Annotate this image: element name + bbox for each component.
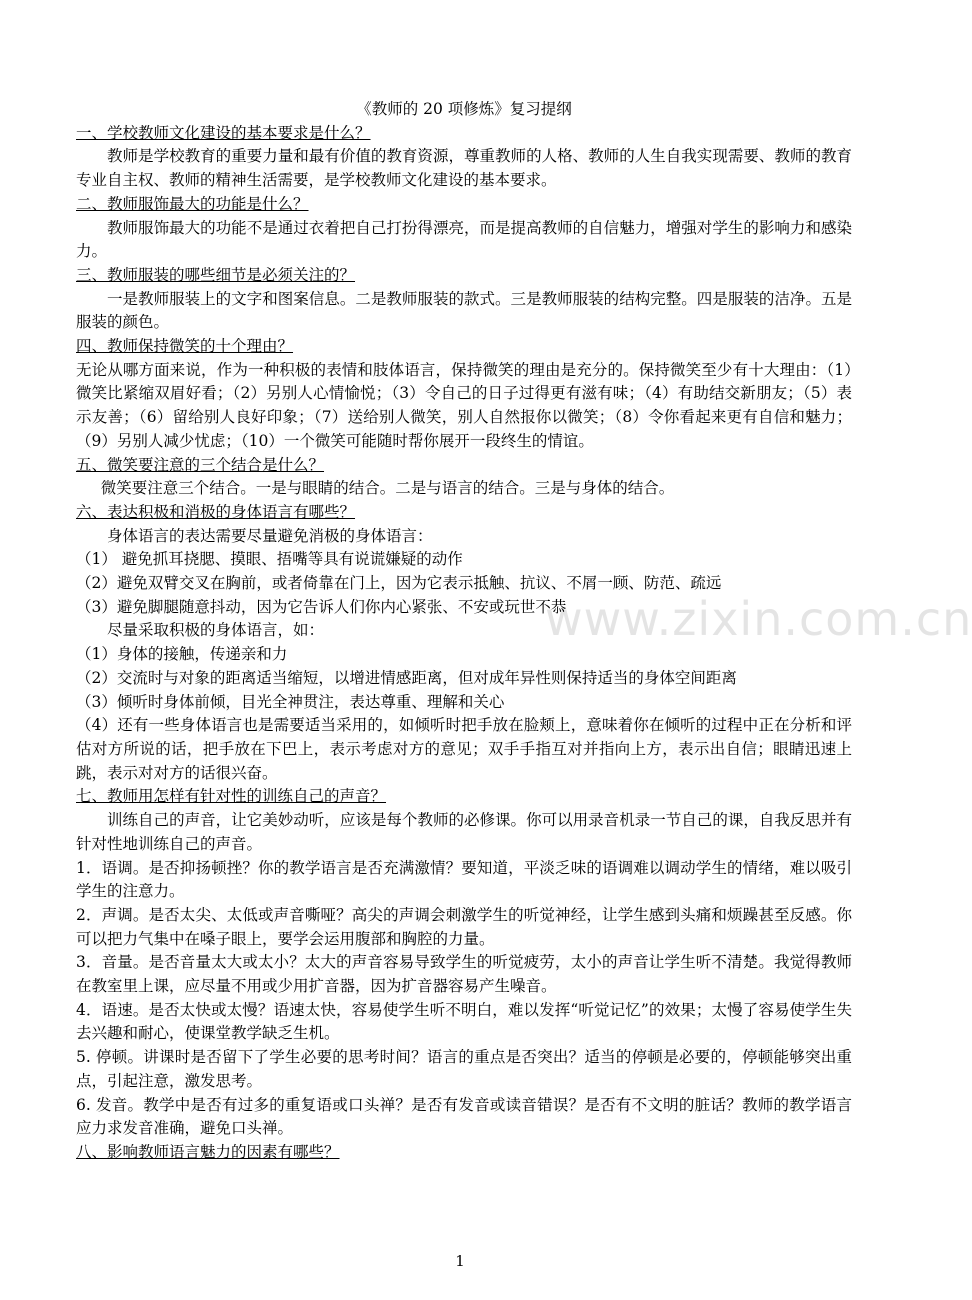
section-heading-6: 六、表达积极和消极的身体语言有哪些？	[76, 502, 356, 521]
list-item: （2）交流时与对象的距离适当缩短，以增进情感距离，但对成年异性则保持适当的身体空间距离	[76, 668, 737, 687]
list-item: （3）避免脚腿随意抖动，因为它告诉人们你内心紧张、不安或玩世不恭	[76, 597, 567, 616]
watermark: www.zixin.com.cn	[545, 592, 972, 646]
section-heading-8: 八、影响教师语言魅力的因素有哪些？	[76, 1142, 340, 1161]
section-heading-2: 二、教师服饰最大的功能是什么？	[76, 194, 309, 213]
page-number: 1	[455, 1252, 465, 1270]
section-heading-3: 三、教师服装的哪些细节是必须关注的？	[76, 265, 356, 284]
section-2-paragraph: 教师服饰最大的功能不是通过衣着把自己打扮得漂亮，而是提高教师的自信魅力，增强对学生的影响力和感染力。	[76, 218, 852, 261]
section-heading-7: 七、教师用怎样有针对性的训练自己的声音？	[76, 787, 387, 806]
list-item: （2）避免双臂交叉在胸前，或者倚靠在门上，因为它表示抵触、抗议、不屑一顾、防范、疏远	[76, 574, 722, 593]
list-item: 6. 发音。教学中是否有过多的重复语或口头禅？是否有发音或读音错误？是否有不文明的脏话？教师的教学语言应力求发音准确，避免口头禅。	[76, 1095, 852, 1138]
list-item: 1．语调。是否抑扬顿挫？你的教学语言是否充满激情？要知道，平淡乏味的语调难以调动学生的情绪，难以吸引学生的注意力。	[76, 858, 852, 901]
section-5-paragraph: 微笑要注意三个结合。一是与眼睛的结合。二是与语言的结合。三是与身体的结合。	[100, 479, 675, 498]
section-heading-4: 四、教师保持微笑的十个理由？	[76, 337, 294, 356]
document-page	[76, 98, 852, 1165]
list-item: （1）身体的接触，传递亲和力	[76, 645, 288, 664]
section-heading-5: 五、微笑要注意的三个结合是什么？	[76, 455, 325, 474]
section-7-paragraph: 训练自己的声音，让它美妙动听，应该是每个教师的必修课。你可以用录音机录一节自己的课，自我反思并有针对性地训练自己的声音。	[76, 811, 852, 853]
document-title: 《教师的 20 项修炼》复习提纲	[356, 100, 572, 118]
section-4-paragraph: 无论从哪方面来说，作为一种积极的表情和肢体语言，保持微笑的理由是充分的。保持微笑至少有十大理由：（1）微笑比紧缩双眉好看；（2）另别人心情愉悦；（3）令自己的日子过得更有滋有味；（4）有助结交新朋友；（5）表示友善；（6）留给别人良好印象；（7）送给别人微笑，别人自然报你以微笑；（8）令你看起来更有自信和魅力；（9）另别人减少忧虑；（10）一个微笑可能随时帮你展开一段终生的情谊。	[76, 360, 852, 450]
list-item: 3．音量。是否音量太大或太小？太大的声音容易导致学生的听觉疲劳，太小的声音让学生听不清楚。我觉得教师在教室里上课，应尽量不用或少用扩音器，因为扩音器容易产生噪音。	[76, 953, 852, 996]
positive-body-language-intro: 尽量采取积极的身体语言，如：	[107, 621, 325, 640]
list-item: 4．语速。是否太快或太慢？语速太快，容易使学生听不明白，难以发挥“听觉记忆”的效果；太慢了容易使学生失去兴趣和耐心，使课堂教学缺乏生机。	[76, 1000, 852, 1043]
section-heading-1: 一、学校教师文化建设的基本要求是什么？	[76, 123, 371, 142]
section-1-paragraph: 教师是学校教育的重要力量和最有价值的教育资源，尊重教师的人格、教师的人生自我实现需要、教师的教育专业自主权、教师的精神生活需要，是学校教师文化建设的基本要求。	[76, 147, 852, 190]
negative-body-language-intro: 身体语言的表达需要尽量避免消极的身体语言：	[107, 526, 433, 545]
list-item: （1） 避免抓耳挠腮、摸眼、捂嘴等具有说谎嫌疑的动作	[76, 550, 463, 569]
list-item: 2．声调。是否太尖、太低或声音嘶哑？高尖的声调会刺激学生的听觉神经，让学生感到头痛和烦躁甚至反感。你可以把力气集中在嗓子眼上，要学会运用腹部和胸腔的力量。	[76, 905, 852, 948]
list-item: （4）还有一些身体语言也是需要适当采用的，如倾听时把手放在脸颊上，意味着你在倾听的过程中正在分析和评估对方所说的话，把手放在下巴上，表示考虑对方的意见；双手手指互对并指向上方，表示出自信；眼睛迅速上跳，表示对对方的话很兴奋。	[76, 716, 852, 782]
section-3-paragraph: 一是教师服装上的文字和图案信息。二是教师服装的款式。三是教师服装的结构完整。四是服装的洁净。五是服装的颜色。	[76, 289, 852, 332]
list-item: （3）倾听时身体前倾，目光全神贯注，表达尊重、理解和关心	[76, 692, 505, 711]
list-item: 5. 停顿。讲课时是否留下了学生必要的思考时间？语言的重点是否突出？适当的停顿是必要的，停顿能够突出重点，引起注意，激发思考。	[76, 1048, 852, 1090]
